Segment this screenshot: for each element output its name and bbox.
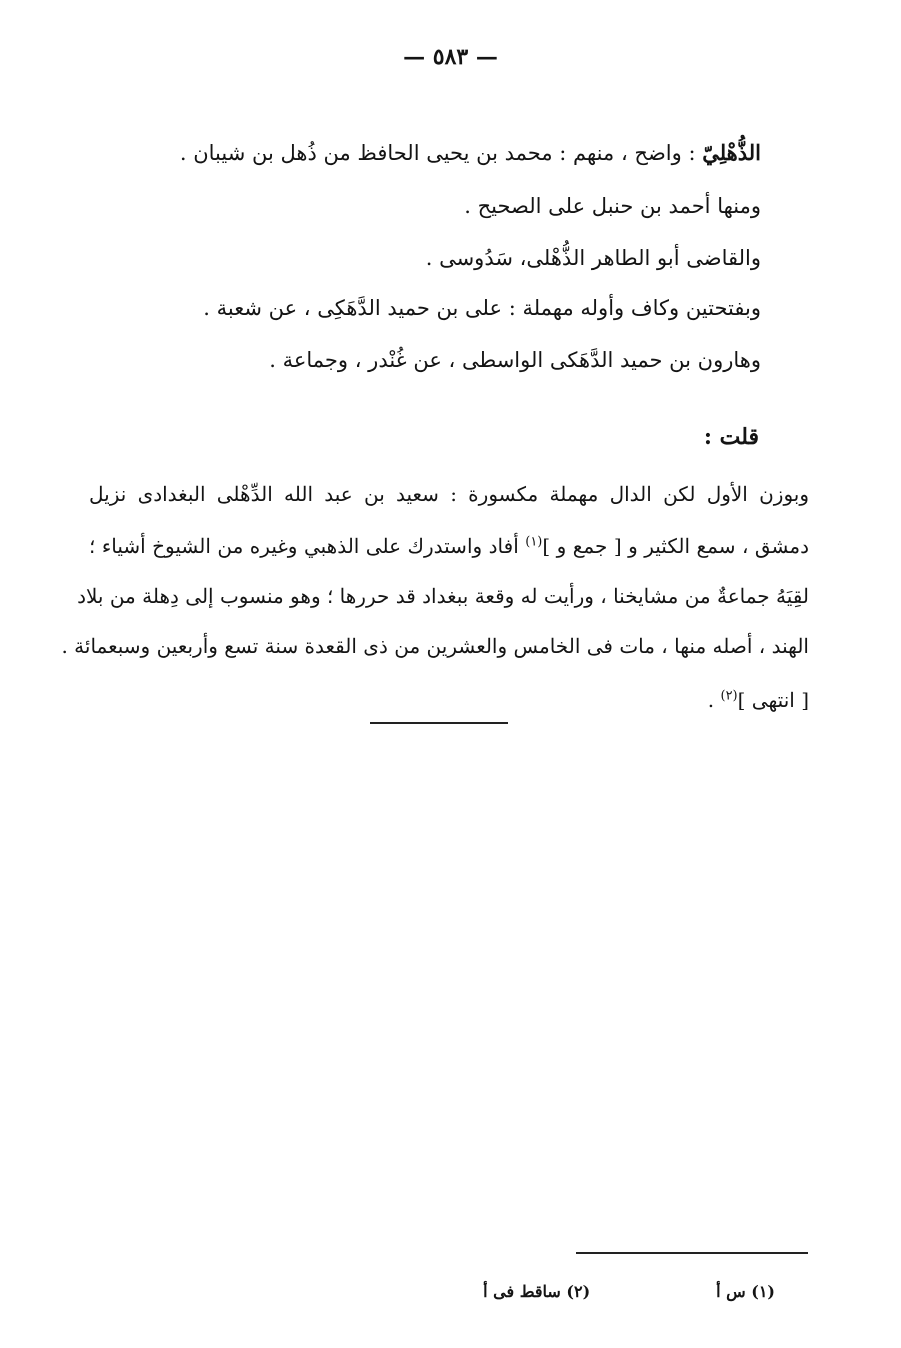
entry-line-2: ومنها أحمد بن حنبل على الصحيح . <box>464 194 761 218</box>
paragraph-line-5 <box>89 688 809 712</box>
page-number: — ٥٨٣ — <box>403 44 498 70</box>
section-heading: قلت : <box>703 424 759 450</box>
entry-term: الذُّهْلِيّ <box>702 140 761 165</box>
footnote-ref-2: (٢) <box>720 688 738 704</box>
footnote-2: (٢) ساقط فى أ <box>483 1282 591 1301</box>
entry-line-5: وهارون بن حميد الدَّهَكى الواسطى ، عن غُنْدر ، وجماعة . <box>269 348 761 372</box>
paragraph-line-2 <box>89 534 809 558</box>
entry-line-1 <box>180 140 761 165</box>
footnote-1: (١) س أ <box>716 1282 775 1301</box>
entry-line-4: وبفتحتين وكاف وأوله مهملة : على بن حميد الدَّهَكِى ، عن شعبة . <box>203 296 761 320</box>
footnote-divider <box>576 1252 808 1254</box>
entry-line-3: والقاضى أبو الطاهر الذُّهْلى، سَدُوسى . <box>425 246 761 270</box>
footnotes <box>483 1282 775 1301</box>
paragraph-line-3: لقِيَهُ جماعةٌ من مشايخنا ، ورأيت له وقعة ببغداد قد حررها ؛ وهو منسوب إلى دِهلة من بلاد <box>77 584 809 608</box>
paragraph-line-4: الهند ، أصله منها ، مات فى الخامس والعشرين من ذى القعدة سنة تسع وأربعين وسبعمائة . <box>61 634 809 658</box>
entry-text: : واضح ، منهم : محمد بن يحيى الحافظ من ذُهل بن شيبان . <box>179 141 703 165</box>
paragraph-text: [ انتهى ] <box>737 688 809 712</box>
footnote-ref-1: (١) <box>525 534 543 550</box>
paragraph-text: . <box>707 688 721 712</box>
paragraph-text: أفاد واستدرك على الذهبي وغيره من الشيوخ أشياء ؛ <box>89 534 526 558</box>
paragraph-line-1: وبوزن الأول لكن الدال مهملة مكسورة : سعيد بن عبد الله الدِّهْلى البغدادى نزيل <box>89 482 809 506</box>
paragraph-text: دمشق ، سمع الكثير و [ جمع و ] <box>542 534 810 558</box>
section-divider <box>370 722 508 724</box>
